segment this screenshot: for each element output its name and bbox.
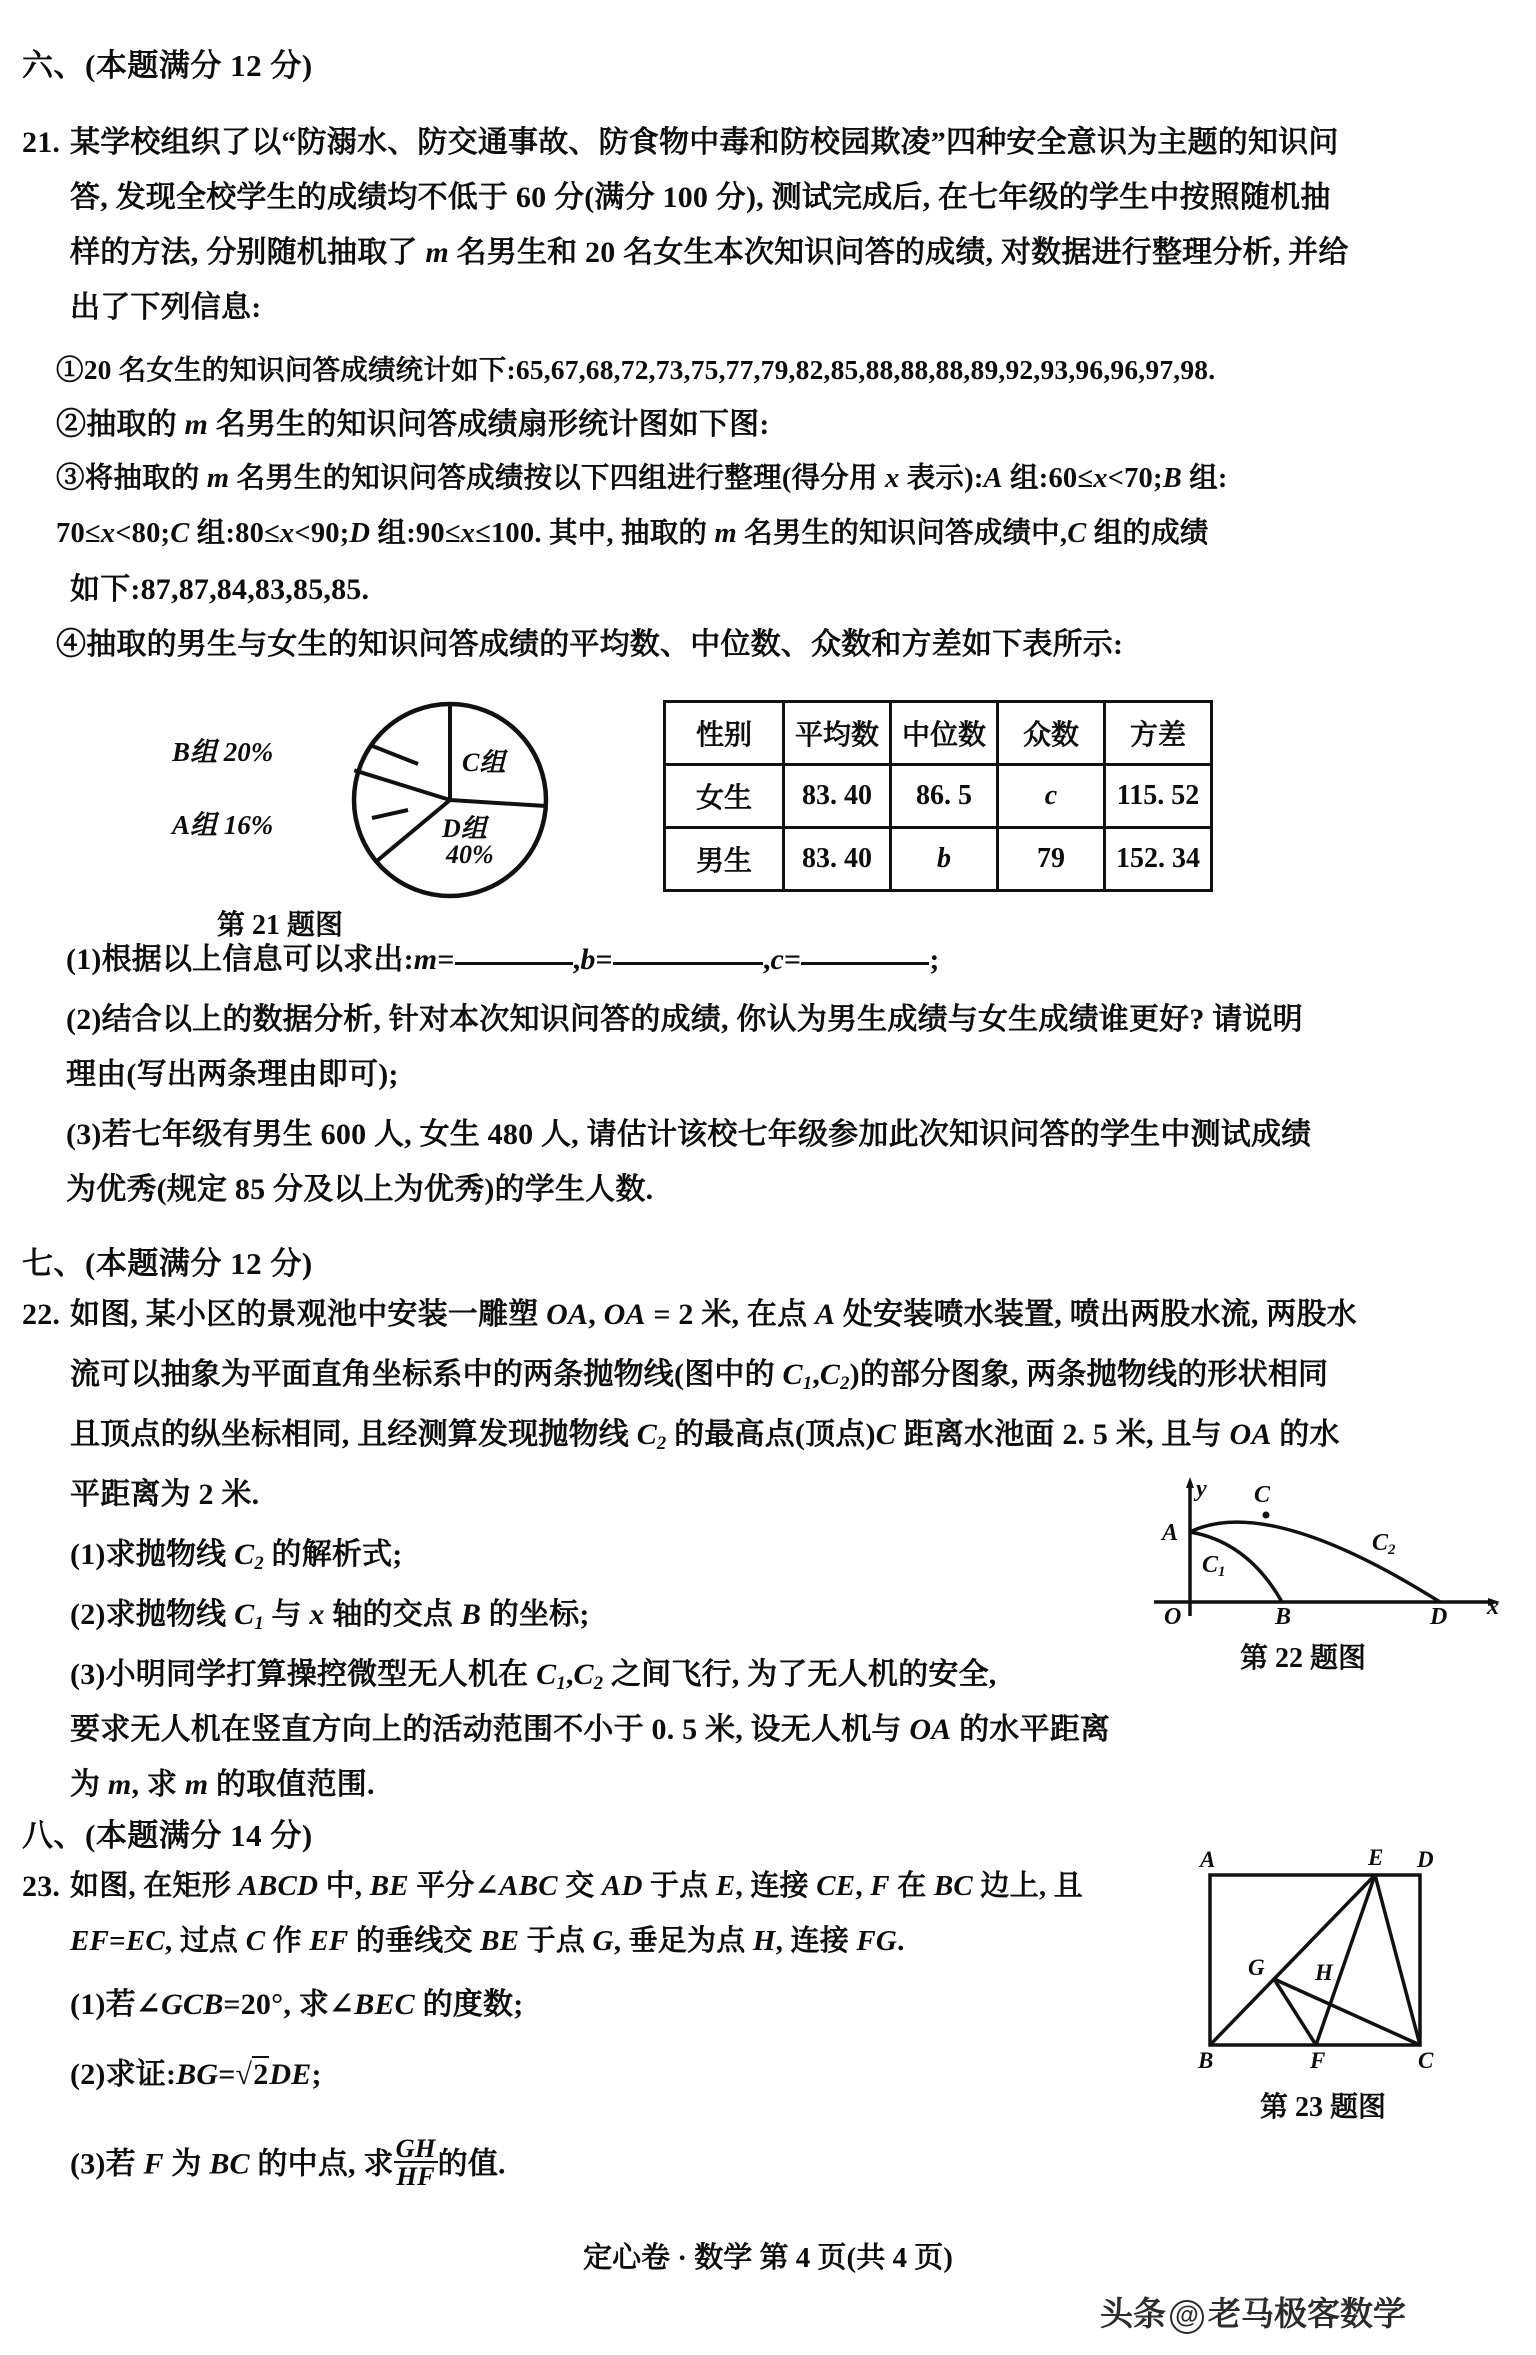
answer-blank-m[interactable] <box>455 961 573 965</box>
q21-item3-l2-1: 70≤ <box>56 518 101 549</box>
answer-blank-c[interactable] <box>801 961 929 965</box>
q22-sub1-b: 的解析式; <box>263 1538 403 1571</box>
q22-curve-c2-sub: 2 <box>840 1373 850 1395</box>
fig23-label-c: C <box>1418 2048 1434 2073</box>
q21-group-D: D <box>349 518 371 549</box>
question-21-sub-3-line1: (3)若七年级有男生 600 人, 女生 480 人, 请估计该校七年级参加此次知识问答的学生中测试成绩 <box>66 1118 1312 1151</box>
q22-sub2-c: 轴的交点 <box>324 1598 461 1631</box>
question-21-item-3-line3: 如下:87,87,84,83,85,85. <box>70 573 370 606</box>
q23-l1-g: , <box>855 1870 871 1902</box>
q22-l2-a: 流可以抽象为平面直角坐标系中的两条抛物线(图中的 <box>70 1358 783 1391</box>
question-21-stem-line2 <box>70 183 1331 213</box>
q22-l1-b: , <box>588 1298 604 1331</box>
q23-sub2-eq: = <box>218 2058 236 2091</box>
fig23-label-a: A <box>1200 1847 1216 1872</box>
q22-l3-d: 的水 <box>1271 1418 1340 1451</box>
q22-sub2-curve: C <box>234 1598 255 1631</box>
q23-l2-g: , 连接 <box>775 1925 857 1957</box>
q21-var-m-1: m <box>425 236 449 269</box>
fig22-vertex-dot <box>1263 1512 1270 1519</box>
q23-l1-h: 在 <box>889 1870 934 1902</box>
question-22-line1 <box>70 1300 1357 1330</box>
q22-curve-c1: C <box>782 1358 803 1391</box>
watermark-prefix: 头条 <box>1100 2295 1166 2332</box>
fraction-numerator: GH <box>395 2133 436 2163</box>
q21-var-m-2: m <box>184 408 209 441</box>
q23-seg-be: BE <box>369 1870 409 1902</box>
watermark <box>1100 2288 1406 2335</box>
fig23-label-e: E <box>1368 1845 1384 1870</box>
table-cell-female-label: 女生 <box>665 765 784 828</box>
question-21-item-4: ④抽取的男生与女生的知识问答成绩的平均数、中位数、众数和方差如下表所示: <box>56 628 1124 661</box>
q22-sub3-l2-b: 的水平距离 <box>951 1713 1111 1746</box>
q22-l3-curve-c2: C <box>636 1418 657 1451</box>
q22-sub3-curve-c2: C <box>573 1658 594 1691</box>
q23-seg-bc: BC <box>933 1870 973 1902</box>
q23-seg-be-2: BE <box>480 1925 520 1957</box>
q22-seg-oa-3: OA <box>1229 1418 1272 1451</box>
q23-l1-d: 交 <box>557 1870 602 1902</box>
question-21-sub-2-line1: (2)结合以上的数据分析, 针对本次知识问答的成绩, 你认为男生成绩与女生成绩谁更好? 请说明 <box>66 1003 1303 1036</box>
table-header-mean: 平均数 <box>784 702 891 765</box>
fig23-label-b: B <box>1198 2048 1214 2073</box>
q23-sub3-c: 的中点, 求 <box>249 2147 394 2181</box>
pie-label-b-group: B组 20% <box>172 737 274 767</box>
q23-point-f: F <box>870 1870 890 1902</box>
q22-sub1-curve: C <box>234 1538 255 1571</box>
q23-l2-eq: = <box>109 1925 126 1957</box>
q21-sub1-comma-1: , <box>572 943 581 976</box>
q23-l1-c: 平分∠ <box>408 1870 500 1902</box>
q21-sub1-eq-1: = <box>437 943 455 976</box>
q22-point-c: C <box>875 1418 896 1451</box>
fig22-label-curve-c1 <box>1202 1552 1225 1581</box>
q21-item3-l2-5: 组:90≤ <box>370 518 461 549</box>
question-23-sub-2 <box>70 2060 322 2090</box>
table-cell-female-variance: 115. 52 <box>1105 765 1212 828</box>
at-icon: @ <box>1170 2300 1204 2334</box>
q23-seg-bg: BG <box>176 2058 219 2091</box>
q21-sub1-eq-3: = <box>784 943 802 976</box>
fig22-c1-sub: 1 <box>1218 1564 1226 1581</box>
q22-l3-curve-c2-sub: 2 <box>656 1433 667 1455</box>
q23-l2-e: 于点 <box>519 1925 593 1957</box>
table-header-mode: 众数 <box>998 702 1105 765</box>
table-cell-male-mode: 79 <box>998 828 1105 891</box>
fig22-c2-sub: 2 <box>1388 1542 1396 1559</box>
q22-sub3-l3-c: 的取值范围. <box>208 1768 375 1801</box>
q21-var-m-3: m <box>206 463 230 494</box>
q21-var-m-4: m <box>714 518 737 549</box>
question-22-sub-3-line2 <box>70 1715 1110 1745</box>
q21-item3-l2-7: 名男生的知识问答成绩中, <box>736 518 1068 549</box>
q22-l3-b: 的最高点(顶点) <box>666 1418 876 1451</box>
q22-curve-c2: C <box>819 1358 841 1391</box>
question-23-line2 <box>70 1927 905 1956</box>
q23-sqrt-radicand: 2 <box>253 2058 269 2091</box>
q22-sub2-a: (2)求抛物线 <box>70 1598 235 1631</box>
q21-item2-a: ②抽取的 <box>56 408 185 441</box>
table-cell-male-median: b <box>891 828 998 891</box>
table-cell-male-label: 男生 <box>665 828 784 891</box>
table-header-median: 中位数 <box>891 702 998 765</box>
pie-divider-c-d <box>450 800 546 806</box>
fig22-label-b: B <box>1275 1604 1292 1630</box>
q21-item3-l2-2: <80; <box>115 518 171 549</box>
q23-seg-ef-2: EF <box>309 1925 349 1957</box>
question-22-sub-3-line1 <box>70 1660 996 1694</box>
q23-l1-e: 于点 <box>642 1870 716 1902</box>
q21-var-x-4: x <box>279 518 295 549</box>
question-23-line1 <box>70 1872 1083 1901</box>
q23-sub1-c: 的度数; <box>414 1988 524 2021</box>
q21-item3-l2-8: 组的成绩 <box>1086 518 1209 549</box>
q23-seg-ad: AD <box>601 1870 643 1902</box>
q23-l2-h: . <box>897 1925 905 1957</box>
q23-sub3-a: (3)若 <box>70 2147 144 2181</box>
q21-var-x-5: x <box>460 518 476 549</box>
fig22-label-o: O <box>1164 1604 1182 1630</box>
q23-seg-ce: CE <box>816 1870 856 1902</box>
q23-point-c: C <box>245 1925 266 1957</box>
table-row <box>665 765 1212 828</box>
q22-l2-c: )的部分图象, 两条抛物线的形状相同 <box>849 1358 1329 1391</box>
q23-sub2-a: (2)求证: <box>70 2058 177 2091</box>
q22-sub2-point-b: B <box>460 1598 482 1631</box>
q21-stem-l3-a: 样的方法, 分别随机抽取了 <box>70 236 426 269</box>
q23-seg-fg: FG <box>856 1925 898 1957</box>
fig22-parabola-c2 <box>1190 1522 1440 1602</box>
q21-var-x-2: x <box>1093 463 1108 494</box>
q22-sub1-a: (1)求抛物线 <box>70 1538 235 1571</box>
answer-blank-b[interactable] <box>613 961 763 965</box>
table-cell-male-variance: 152. 34 <box>1105 828 1212 891</box>
q22-sub3-var-m-2: m <box>184 1768 209 1801</box>
q21-item3-a: ③将抽取的 <box>56 463 207 494</box>
q22-sub3-l2-a: 要求无人机在竖直方向上的活动范围不小于 0. 5 米, 设无人机与 <box>70 1713 910 1746</box>
q21-group-C: C <box>170 518 190 549</box>
q21-sub1-var-b: b <box>580 943 596 976</box>
fig22-label-a: A <box>1162 1520 1179 1546</box>
page-footer: 定心卷 · 数学 第 4 页(共 4 页) <box>583 2242 953 2274</box>
q22-sub3-seg-oa: OA <box>909 1713 952 1746</box>
q22-sub2-d: 的坐标; <box>481 1598 590 1631</box>
question-23-sub-3 <box>70 2135 506 2190</box>
q22-sub2-b: 与 <box>263 1598 310 1631</box>
q22-l1-a: 如图, 某小区的景观池中安装一雕塑 <box>70 1298 547 1331</box>
q22-sub2-curve-sub: 1 <box>254 1613 264 1635</box>
fig23-label-g: G <box>1248 1955 1265 1980</box>
q22-sub3-var-m-1: m <box>107 1768 132 1801</box>
q21-group-B: B <box>1162 463 1182 494</box>
fig23-line-ec <box>1375 1875 1420 2045</box>
q23-sub3-b: 为 <box>163 2147 210 2181</box>
q21-stem-l3-b: 名男生和 20 名女生本次知识问答的成绩, 对数据进行整理分析, 并给 <box>448 236 1349 269</box>
question-23-number: 23. <box>22 1870 61 1903</box>
q22-seg-oa-1: OA <box>546 1298 589 1331</box>
q23-sub2-c: ; <box>311 2058 322 2091</box>
pie-label-a-group: A组 16% <box>172 810 274 840</box>
fraction-denominator: HF <box>396 2161 435 2192</box>
table-cell-female-mean: 83. 40 <box>784 765 891 828</box>
q21-var-x-3: x <box>100 518 116 549</box>
q23-l2-d: 的垂线交 <box>348 1925 481 1957</box>
q21-group-C-2: C <box>1067 518 1087 549</box>
question-22-line2 <box>70 1360 1328 1394</box>
q21-group-A: A <box>983 463 1003 494</box>
fig22-c1-letter: C <box>1202 1552 1219 1578</box>
fig23-label-f: F <box>1310 2048 1326 2073</box>
q23-seg-de: DE <box>269 2058 312 2091</box>
question-21-stem-line4: 出了下列信息: <box>70 291 262 324</box>
q23-l2-f: , 垂足为点 <box>613 1925 753 1957</box>
q21-item3-e: <70; <box>1107 463 1163 494</box>
q23-point-h: H <box>752 1925 776 1957</box>
table-header-row <box>665 702 1212 765</box>
q22-curve-c1-sub: 1 <box>802 1373 813 1395</box>
q22-sub3-l3-a: 为 <box>70 1768 108 1801</box>
pie-divider-a-b <box>354 770 450 800</box>
pie-chart-caption: 第 21 题图 <box>217 910 344 941</box>
q22-sub2-axis-x: x <box>309 1598 325 1631</box>
question-21-stem-line3 <box>70 238 1349 268</box>
q21-sub1-semicolon: ; <box>929 943 940 976</box>
q22-point-a: A <box>814 1298 836 1331</box>
q22-l1-d: 处安装喷水装置, 喷出两股水流, 两股水 <box>835 1298 1357 1331</box>
fig22-label-curve-c2 <box>1372 1530 1395 1559</box>
pie-chart-svg <box>310 688 600 918</box>
figure-22 <box>1140 1468 1520 1674</box>
question-21-sub-2-line2: 理由(写出两条理由即可); <box>66 1058 399 1091</box>
fig22-label-x: x <box>1487 1594 1499 1620</box>
pie-divider-d-a <box>376 800 450 862</box>
q22-l3-c: 距离水池面 2. 5 米, 且与 <box>895 1418 1230 1451</box>
q23-angle-abc: ABC <box>499 1870 558 1902</box>
question-21-item-3-line2 <box>56 520 1209 549</box>
q23-angle-bec: BEC <box>354 1988 415 2021</box>
question-23-sub-1 <box>70 1990 523 2020</box>
statistics-table <box>663 700 1213 892</box>
q21-sub1-var-c: c <box>770 943 785 976</box>
table-cell-female-median: 86. 5 <box>891 765 998 828</box>
q22-sub3-curve-c1-sub: 1 <box>556 1673 566 1695</box>
table-row <box>665 828 1212 891</box>
fig22-y-arrow <box>1186 1477 1194 1488</box>
question-22-sub-1 <box>70 1540 403 1574</box>
q23-point-g: G <box>592 1925 614 1957</box>
q21-item3-l2-6: ≤100. 其中, 抽取的 <box>475 518 715 549</box>
q23-sub3-point-f: F <box>143 2147 164 2181</box>
q22-l3-a: 且顶点的纵坐标相同, 且经测算发现抛物线 <box>70 1418 637 1451</box>
question-22-sub-2 <box>70 1600 590 1634</box>
q21-item3-b: 名男生的知识问答成绩按以下四组进行整理(得分用 <box>229 463 885 494</box>
fig23-label-h: H <box>1315 1960 1333 1985</box>
q21-item3-l2-3: 组:80≤ <box>189 518 280 549</box>
section-heading-eight: 八、(本题满分 14 分) <box>22 1818 313 1853</box>
q22-sub3-a: (3)小明同学打算操控微型无人机在 <box>70 1658 537 1691</box>
question-22-sub-3-line3 <box>70 1770 375 1800</box>
table-cell-female-mode: c <box>998 765 1105 828</box>
section-heading-six: 六、(本题满分 12 分) <box>22 48 313 83</box>
q21-sub1-comma-2: , <box>762 943 771 976</box>
fig22-label-d: D <box>1430 1604 1448 1630</box>
q23-sub1-a: (1)若∠ <box>70 1988 162 2021</box>
q23-l2-c: 作 <box>265 1925 310 1957</box>
q21-sub1-var-m: m <box>413 943 438 976</box>
fig22-label-c: C <box>1254 1482 1271 1508</box>
q22-l2-b: , <box>812 1358 820 1391</box>
q23-angle-gcb: GCB <box>161 1988 224 2021</box>
question-22-line4: 平距离为 2 米. <box>70 1478 260 1511</box>
q23-sub3-d: 的值. <box>437 2147 506 2181</box>
figure-22-caption: 第 22 题图 <box>1240 1643 1367 1674</box>
question-21-item-3-line1 <box>56 465 1228 494</box>
question-22-number: 22. <box>22 1298 61 1331</box>
question-21-item-1: ①20 名女生的知识问答成绩统计如下:65,67,68,72,73,75,77,79,82,85,88,88,88,89,92,93,96,96,97,98. <box>56 354 1216 385</box>
fraction-gh-hf <box>394 2135 438 2190</box>
sqrt-icon: √2 <box>235 2058 269 2091</box>
pie-label-d-percent: 40% <box>446 840 494 869</box>
pie-label-c-group: C组 <box>462 748 506 777</box>
question-22-line3 <box>70 1420 1340 1454</box>
q23-l1-i: 边上, 且 <box>972 1870 1083 1902</box>
q21-item3-c: 表示): <box>899 463 984 494</box>
q22-sub3-l3-b: , 求 <box>131 1768 185 1801</box>
question-21-sub-3-line2: 为优秀(规定 85 分及以上为优秀)的学生人数. <box>66 1173 654 1206</box>
section-heading-seven: 七、(本题满分 12 分) <box>22 1246 313 1281</box>
fig22-label-y: y <box>1196 1476 1207 1502</box>
watermark-name: 老马极客数学 <box>1208 2295 1406 2332</box>
q21-stem-l2-text: 答, 发现全校学生的成绩均不低于 60 分(满分 100 分), 测试完成后, 在七年级的学生中按照随机抽 <box>70 181 1331 214</box>
q23-l2-b: , 过点 <box>164 1925 246 1957</box>
question-21-number: 21. <box>22 126 61 159</box>
q21-sub1-eq-2: = <box>595 943 613 976</box>
q22-l1-c: = 2 米, 在点 <box>645 1298 815 1331</box>
pie-chart-figure <box>172 688 600 941</box>
q21-item3-l2-4: <90; <box>294 518 350 549</box>
q22-sub1-curve-sub: 2 <box>254 1553 264 1575</box>
figure-23-caption: 第 23 题图 <box>1260 2092 1387 2123</box>
q23-sub1-b: =20°, 求∠ <box>223 1988 355 2021</box>
q22-seg-oa-2: OA <box>603 1298 646 1331</box>
fig23-line-be <box>1210 1875 1375 2045</box>
pie-leader-a <box>372 810 408 818</box>
table-header-gender: 性别 <box>665 702 784 765</box>
question-21-item-2 <box>56 410 770 440</box>
pie-label-d-group: D组 <box>442 814 487 843</box>
table-cell-male-mean: 83. 40 <box>784 828 891 891</box>
figure-23-svg <box>1190 1855 1530 2105</box>
fig23-label-d: D <box>1417 1847 1434 1872</box>
fig22-c2-letter: C <box>1372 1530 1389 1556</box>
q21-item2-b: 名男生的知识问答成绩扇形统计图如下图: <box>208 408 770 441</box>
question-21-sub-1 <box>66 945 940 975</box>
q23-sub3-seg-bc: BC <box>209 2147 250 2181</box>
q23-point-e: E <box>715 1870 736 1902</box>
q21-sub1-text: (1)根据以上信息可以求出: <box>66 943 414 976</box>
q23-l1-a: 如图, 在矩形 <box>70 1870 239 1902</box>
q22-sub3-c: 之间飞行, 为了无人机的安全, <box>603 1658 997 1691</box>
question-21-stem-line1: 某学校组织了以“防溺水、防交通事故、防食物中毒和防校园欺凌”四种安全意识为主题的知识问 <box>70 126 1339 159</box>
q22-sub3-b: , <box>565 1658 574 1691</box>
q21-item3-d: 组:60≤ <box>1002 463 1094 494</box>
q23-l1-f: , 连接 <box>735 1870 817 1902</box>
table-header-variance: 方差 <box>1105 702 1212 765</box>
q23-seg-ef-1: EF <box>70 1925 110 1957</box>
q21-var-x-1: x <box>884 463 900 494</box>
q22-sub3-curve-c2-sub: 2 <box>593 1673 604 1695</box>
pie-leader-b <box>370 745 418 764</box>
q23-l1-b: 中, <box>318 1870 370 1902</box>
q21-item3-f: 组: <box>1181 463 1228 494</box>
q22-sub3-curve-c1: C <box>536 1658 557 1691</box>
q23-seg-ec: EC <box>125 1925 165 1957</box>
figure-23 <box>1190 1845 1530 2145</box>
q23-rect-abcd: ABCD <box>238 1870 319 1902</box>
